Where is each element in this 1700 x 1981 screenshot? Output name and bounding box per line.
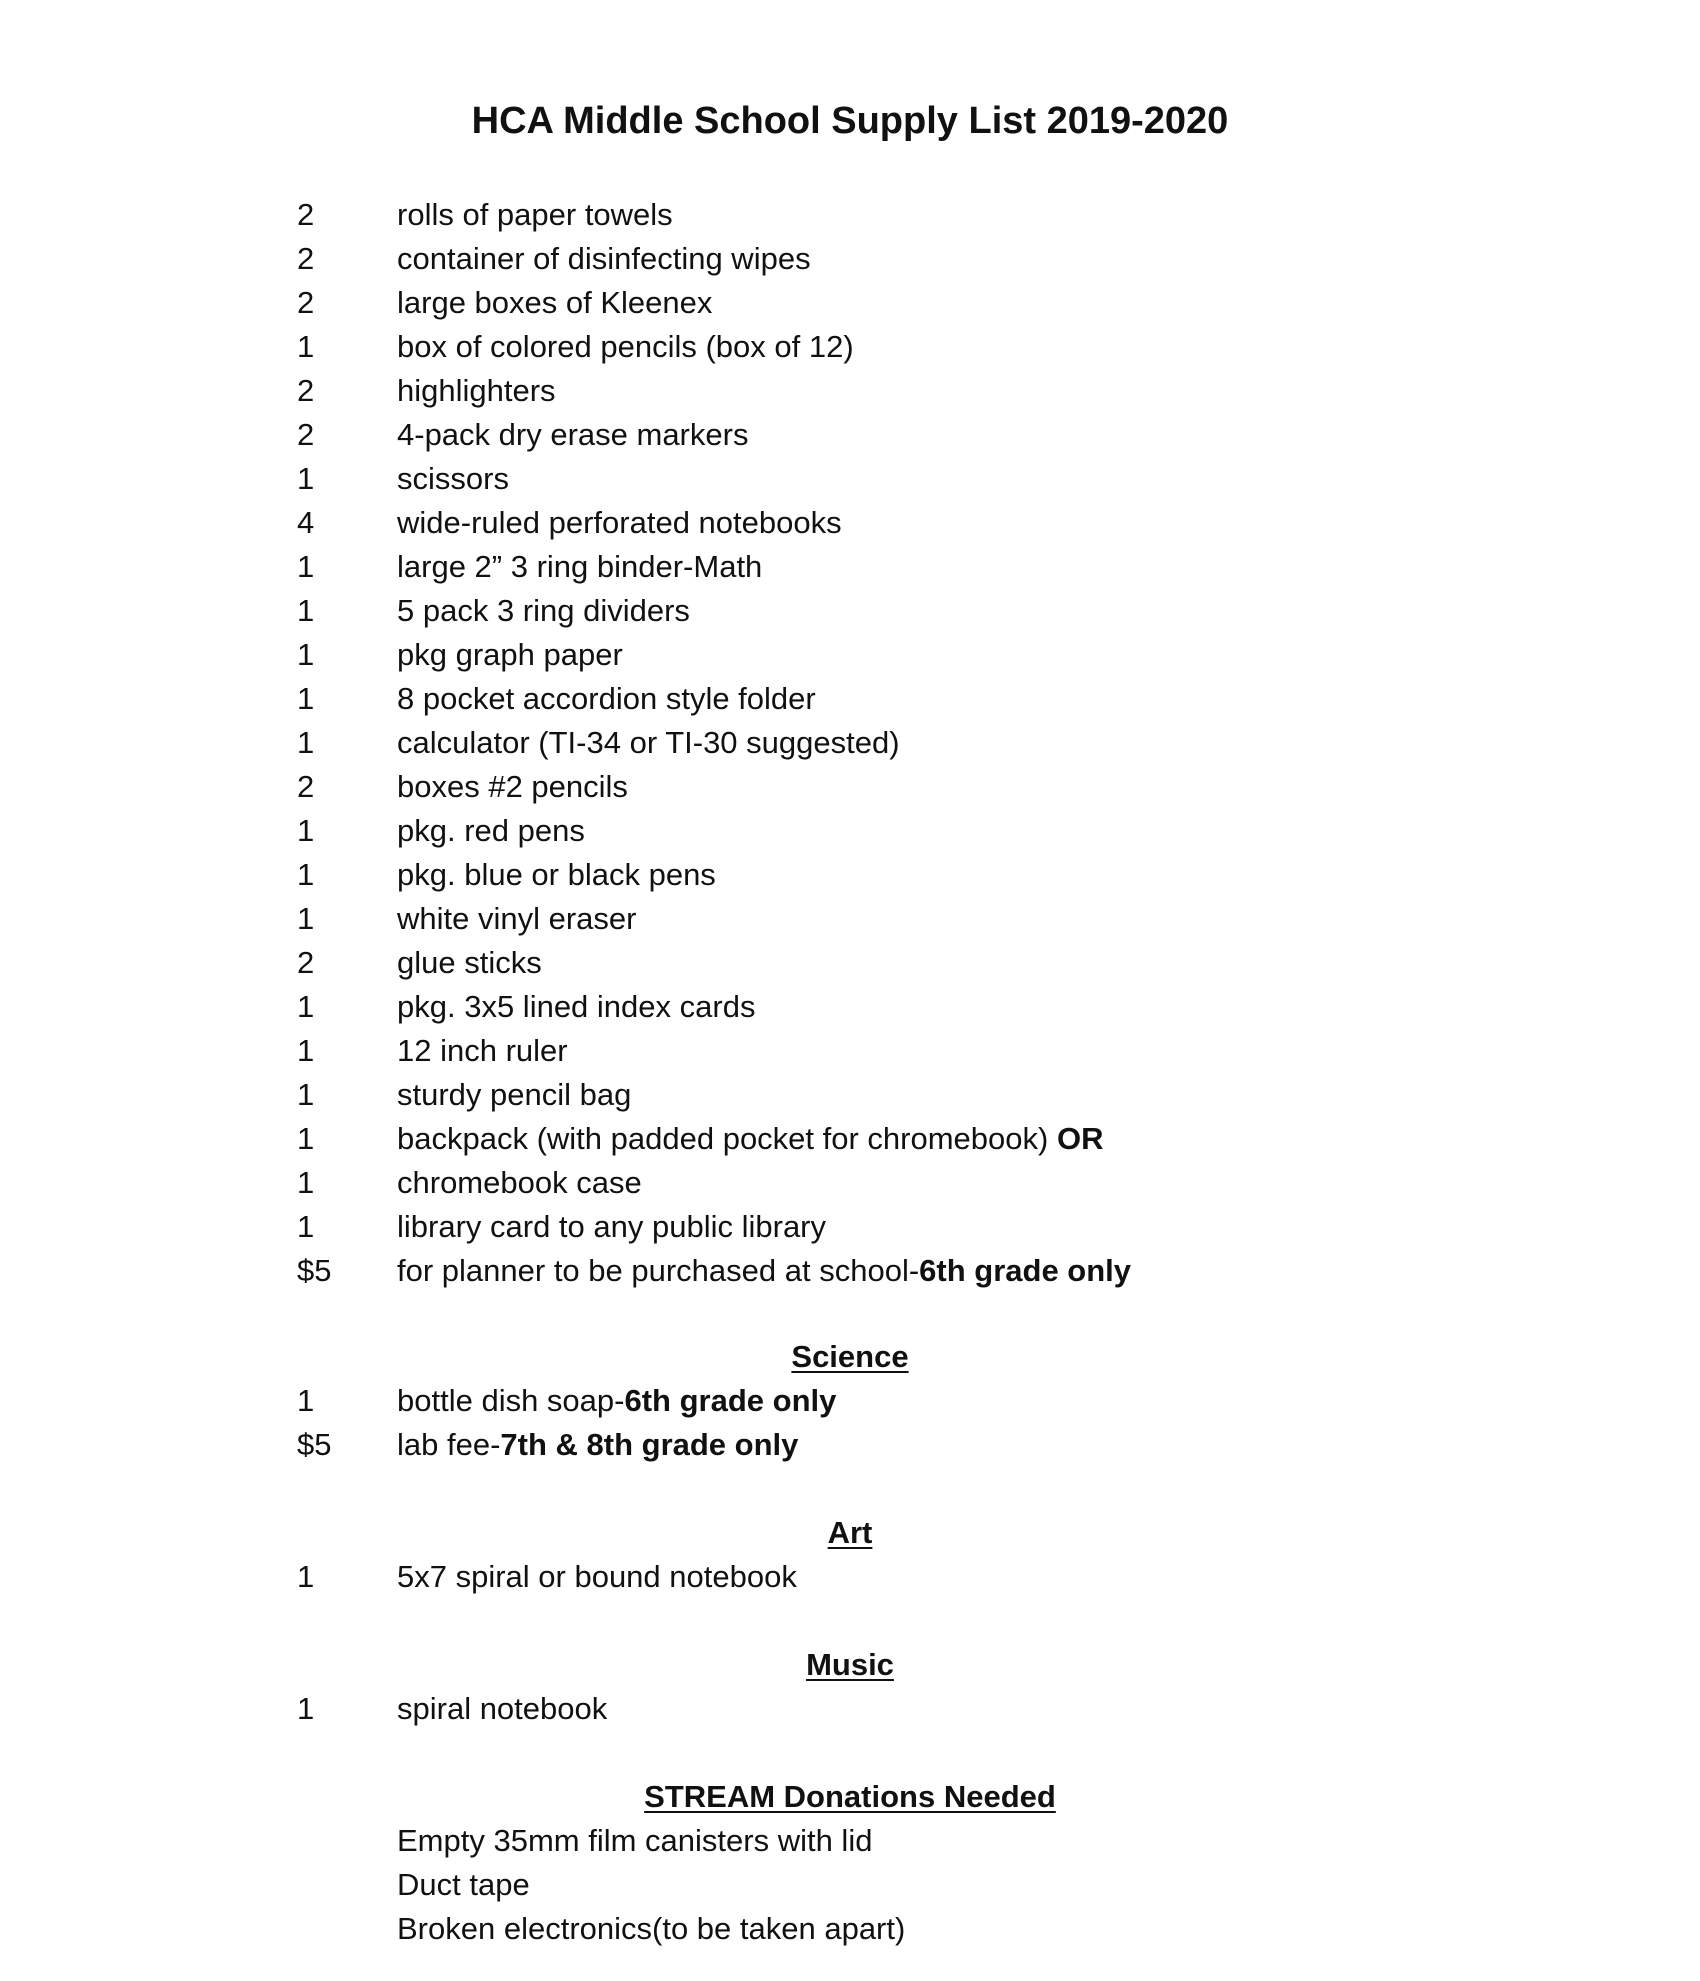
list-item [0,193,1700,237]
item-quantity: 2 [297,945,315,980]
item-description [397,1117,1103,1161]
item-text: sturdy pencil bag [397,1077,632,1112]
list-item [0,985,1700,1029]
list-item [0,369,1700,413]
item-text: bottle dish soap- [397,1383,625,1418]
item-description [397,897,636,941]
section-heading-stream: STREAM Donations Needed [644,1779,1056,1814]
item-text: pkg. blue or black pens [397,857,716,892]
item-quantity: 2 [297,417,315,452]
item-text: 12 inch ruler [397,1033,568,1068]
list-item [0,1819,1700,1863]
item-text: backpack (with padded pocket for chromebook) [397,1121,1057,1156]
item-quantity: 1 [297,549,315,584]
item-text: glue sticks [397,945,542,980]
item-quantity: 1 [297,1209,315,1244]
item-quantity: 1 [297,857,315,892]
item-description [397,1029,568,1073]
item-description [397,1205,826,1249]
item-emphasis: 6th grade only [919,1253,1132,1288]
item-text: large boxes of Kleenex [397,285,713,320]
item-description [397,281,712,325]
item-text: highlighters [397,373,556,408]
list-item [0,325,1700,369]
page-title: HCA Middle School Supply List 2019-2020 [471,100,1229,142]
item-text: spiral notebook [397,1691,608,1726]
list-item [0,1423,1700,1467]
item-description [397,677,816,721]
item-quantity: 2 [297,241,315,276]
item-description [397,941,542,985]
item-description [397,809,585,853]
item-text: calculator (TI-34 or TI-30 suggested) [397,725,900,760]
item-quantity: 1 [297,593,315,628]
list-item [0,1029,1700,1073]
item-description [397,1161,642,1205]
item-description [397,1907,905,1951]
list-item [0,1205,1700,1249]
list-item [0,809,1700,853]
item-quantity: 1 [297,1033,315,1068]
item-description [397,1555,797,1599]
item-quantity: 1 [297,461,315,496]
item-text: wide-ruled perforated notebooks [397,505,842,540]
item-description [397,1863,530,1907]
item-description [397,1819,872,1863]
item-quantity: 1 [297,329,315,364]
item-description [397,413,748,457]
item-description [397,545,762,589]
list-item [0,589,1700,633]
item-description [397,765,628,809]
item-description [397,1423,798,1467]
item-text: rolls of paper towels [397,197,673,232]
item-text: box of colored pencils (box of 12) [397,329,854,364]
item-quantity: 2 [297,373,315,408]
item-description [397,193,673,237]
section-heading-science: Science [791,1339,909,1374]
item-text: boxes #2 pencils [397,769,628,804]
list-item [0,413,1700,457]
item-text: pkg. red pens [397,813,585,848]
item-text: pkg. 3x5 lined index cards [397,989,756,1024]
item-description [397,1073,631,1117]
list-item [0,633,1700,677]
item-description [397,501,842,545]
item-quantity: 1 [297,989,315,1024]
list-item [0,1249,1700,1293]
item-quantity: 1 [297,1691,315,1726]
list-item [0,897,1700,941]
item-text: container of disinfecting wipes [397,241,811,276]
item-text: 4-pack dry erase markers [397,417,749,452]
list-item [0,941,1700,985]
list-item [0,765,1700,809]
list-item [0,1073,1700,1117]
list-item [0,853,1700,897]
item-quantity: 1 [297,681,315,716]
list-item [0,237,1700,281]
item-text: 5 pack 3 ring dividers [397,593,690,628]
item-description [397,369,556,413]
item-text: 5x7 spiral or bound notebook [397,1559,797,1594]
item-quantity: $5 [297,1427,332,1462]
item-description [397,325,854,369]
item-emphasis: 7th & 8th grade only [500,1427,799,1462]
list-item [0,545,1700,589]
item-text: white vinyl eraser [397,901,637,936]
item-quantity: $5 [297,1253,332,1288]
list-item [0,1555,1700,1599]
list-item [0,1117,1700,1161]
item-quantity: 1 [297,1559,315,1594]
item-emphasis: OR [1056,1121,1104,1156]
item-quantity: 1 [297,901,315,936]
item-text: chromebook case [397,1165,642,1200]
item-description [397,1249,1131,1293]
item-quantity: 1 [297,637,315,672]
item-text: Empty 35mm film canisters with lid [397,1823,873,1858]
item-text: Broken electronics(to be taken apart) [397,1911,906,1946]
item-text: large 2” 3 ring binder-Math [397,549,763,584]
section-heading-art: Art [827,1515,873,1550]
item-text: scissors [397,461,509,496]
item-description [397,985,755,1029]
item-description [397,589,690,633]
list-item [0,721,1700,765]
item-quantity: 1 [297,725,315,760]
item-description [397,237,811,281]
item-text: 8 pocket accordion style folder [397,681,816,716]
list-item [0,1907,1700,1951]
section-heading-music: Music [806,1647,894,1682]
item-description [397,1687,607,1731]
item-quantity: 1 [297,1121,315,1156]
list-item [0,1687,1700,1731]
item-quantity: 2 [297,197,315,232]
item-text: lab fee- [397,1427,501,1462]
item-quantity: 1 [297,1165,315,1200]
item-emphasis: 6th grade only [624,1383,837,1418]
item-quantity: 1 [297,1077,315,1112]
item-description [397,721,900,765]
list-item [0,1161,1700,1205]
item-quantity: 2 [297,285,315,320]
item-description [397,633,623,677]
list-item [0,281,1700,325]
list-item [0,1379,1700,1423]
item-text: for planner to be purchased at school- [397,1253,920,1288]
list-item [0,457,1700,501]
item-quantity: 2 [297,769,315,804]
item-quantity: 1 [297,1383,315,1418]
item-quantity: 4 [297,505,315,540]
item-description [397,1379,836,1423]
item-text: Duct tape [397,1867,530,1902]
list-item [0,677,1700,721]
item-description [397,457,509,501]
item-description [397,853,716,897]
item-quantity: 1 [297,813,315,848]
item-text: library card to any public library [397,1209,827,1244]
list-item [0,1863,1700,1907]
item-text: pkg graph paper [397,637,623,672]
list-item [0,501,1700,545]
